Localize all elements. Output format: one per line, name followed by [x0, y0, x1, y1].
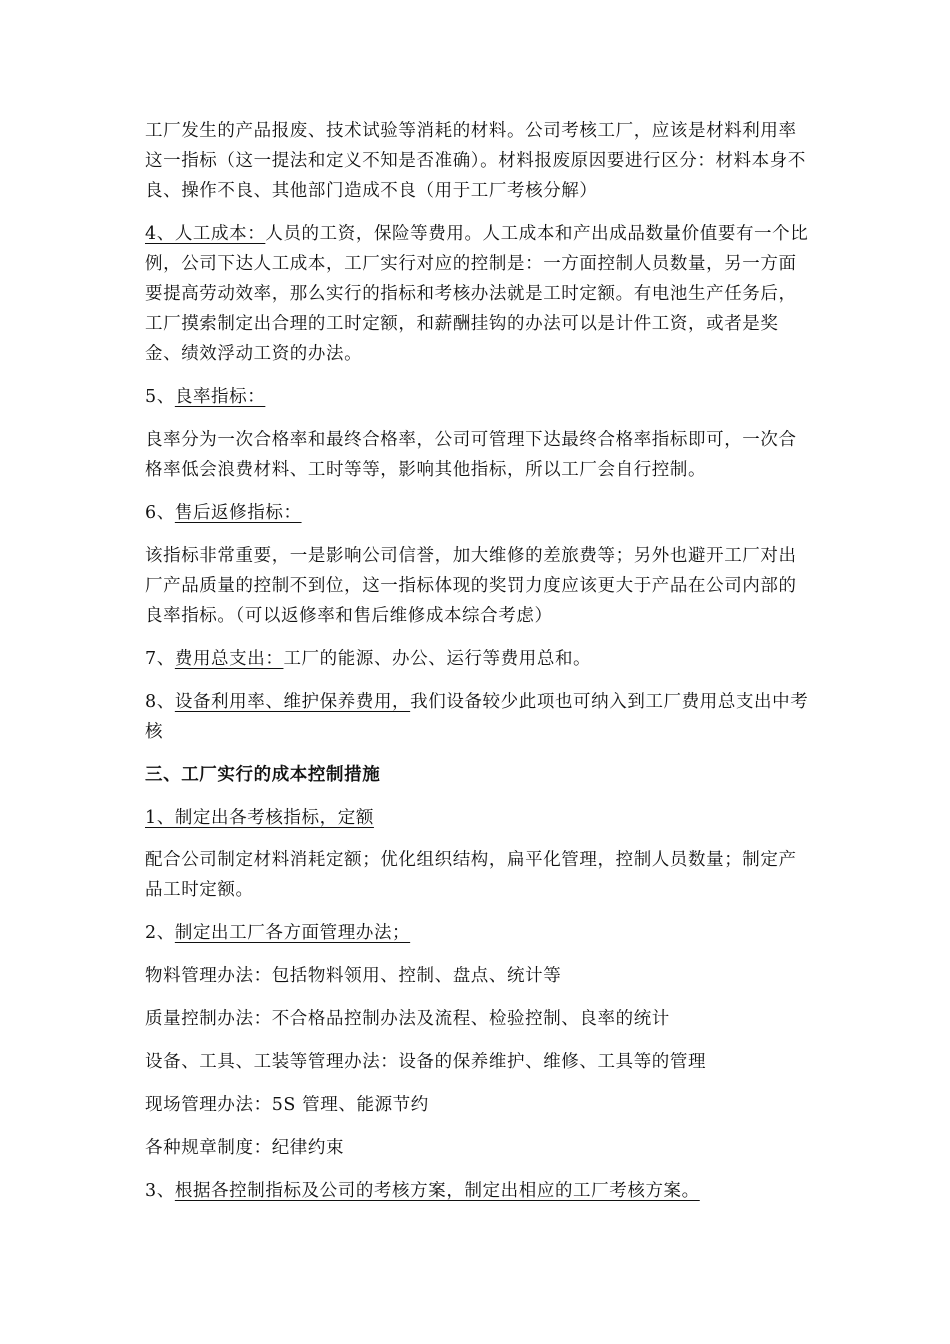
regulations-line: 各种规章制度：纪律约束 — [145, 1138, 345, 1158]
yield-heading — [145, 382, 810, 412]
expense-number: 7、 — [145, 649, 175, 669]
measure-three-number: 3、 — [145, 1181, 175, 1201]
repair-paragraph: 该指标非常重要，一是影响公司信誉，加大维修的差旅费等；另外也避开工厂对出厂产品质量的控制不到位，这一指标体现的奖罚力度应该更大于产品在公司内部的良率指标。（可以返修率和售后维修成本综合考虑） — [145, 546, 797, 626]
labor-cost-text: 人员的工资，保险等费用。人工成本和产出成品数量价值要有一个比例，公司下达人工成本，工厂实行对应的控制是：一方面控制人员数量，另一方面要提高劳动效率，那么实行的指标和考核办法就是工时定额。有电池生产任务后，工厂摸索制定出合理的工时定额，和薪酬挂钩的办法可以是计件工资，或者是奖金、绩效浮动工资的办法。 — [145, 224, 809, 364]
equipment-text: 我们设备较少此项也可纳入到工厂费用总支出中考核 — [145, 692, 809, 742]
yield-number: 5、 — [145, 387, 175, 407]
quality-control-line: 质量控制办法：不合格品控制办法及流程、检验控制、良率的统计 — [145, 1009, 670, 1029]
equipment-paragraph — [145, 687, 810, 747]
equipment-management-line: 设备、工具、工装等管理办法：设备的保养维护、维修、工具等的管理 — [145, 1052, 707, 1072]
equipment-number: 8、 — [145, 692, 175, 712]
repair-heading — [145, 498, 810, 528]
yield-paragraph: 良率分为一次合格率和最终合格率，公司可管理下达最终合格率指标即可，一次合格率低会浪费材料、工时等等，影响其他指标，所以工厂会自行控制。 — [145, 430, 797, 480]
repair-label: 售后返修指标： — [174, 503, 302, 523]
labor-cost-label: 4、人工成本： — [145, 224, 266, 244]
material-management-line: 物料管理办法：包括物料领用、控制、盘点、统计等 — [145, 966, 562, 986]
section-three-heading: 三、工厂实行的成本控制措施 — [145, 765, 381, 785]
measure-two-label: 制定出工厂各方面管理办法； — [174, 923, 411, 943]
measure-two-heading — [145, 918, 810, 948]
expense-text: 工厂的能源、办公、运行等费用总和。 — [283, 649, 592, 669]
site-management-line: 现场管理办法：5S 管理、能源节约 — [145, 1095, 429, 1115]
measure-three-heading — [145, 1176, 810, 1206]
expense-label: 费用总支出： — [174, 649, 284, 669]
equipment-label: 设备利用率、维护保养费用， — [174, 692, 411, 712]
labor-cost-paragraph — [145, 219, 810, 369]
yield-label: 良率指标： — [174, 387, 266, 407]
measure-one-heading — [145, 803, 810, 833]
measure-two-number: 2、 — [145, 923, 175, 943]
material-paragraph: 工厂发生的产品报废、技术试验等消耗的材料。公司考核工厂，应该是材料利用率这一指标（这一提法和定义不知是否准确）。材料报废原因要进行区分：材料本身不良、操作不良、其他部门造成不良（用于工厂考核分解） — [145, 121, 806, 201]
document-body — [145, 116, 810, 1219]
measure-one-label: 1、制定出各考核指标，定额 — [145, 808, 374, 828]
measure-three-label: 根据各控制指标及公司的考核方案，制定出相应的工厂考核方案。 — [174, 1181, 700, 1201]
measure-one-paragraph: 配合公司制定材料消耗定额；优化组织结构，扁平化管理，控制人员数量；制定产品工时定额。 — [145, 850, 797, 900]
repair-number: 6、 — [145, 503, 175, 523]
expense-paragraph — [145, 644, 810, 674]
